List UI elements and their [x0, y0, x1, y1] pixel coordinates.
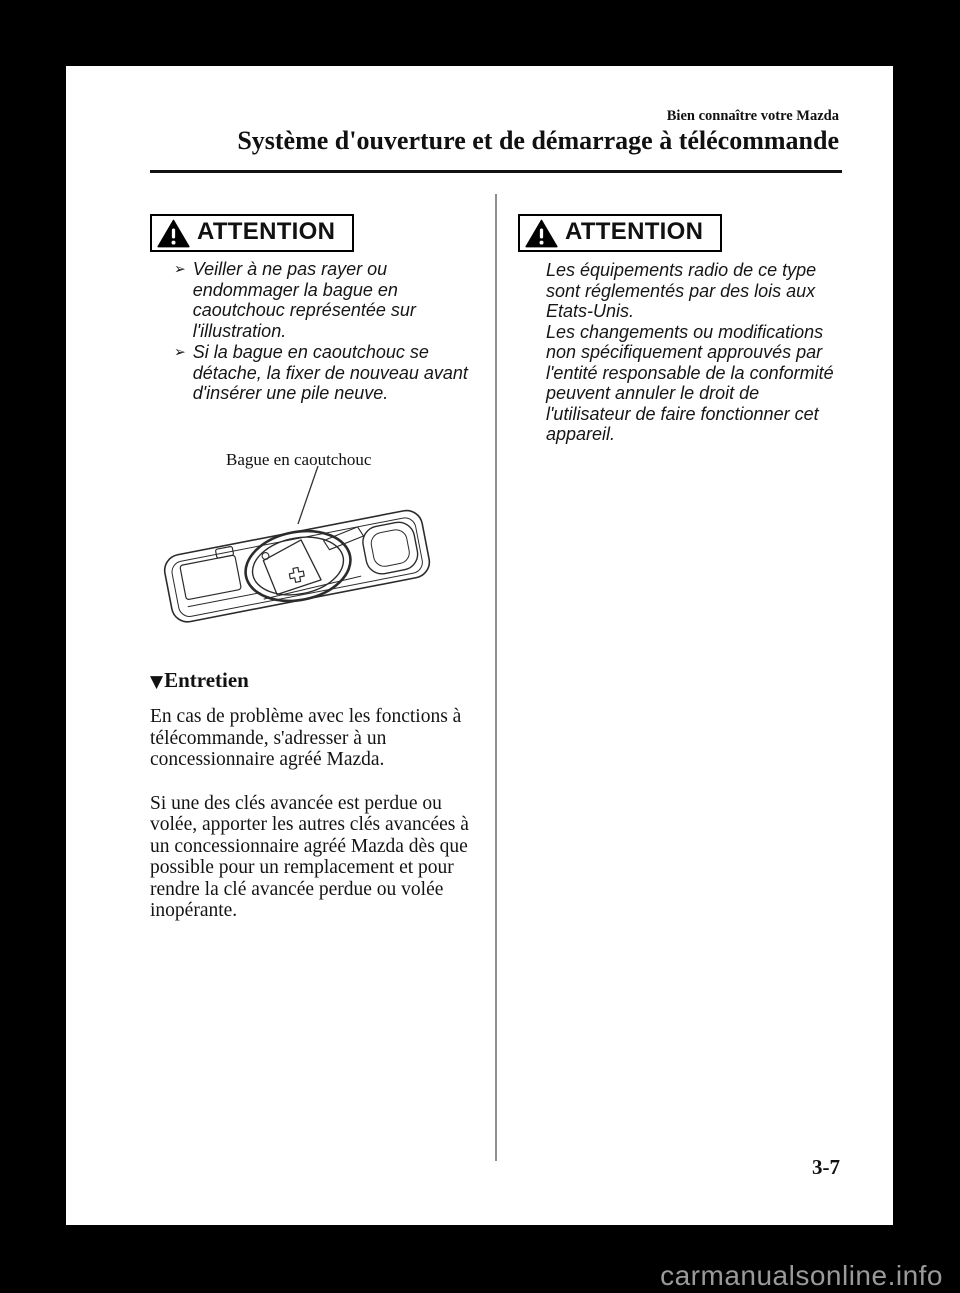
- attention-label: ATTENTION: [565, 218, 704, 245]
- manual-page: [66, 66, 893, 1225]
- chapter-title: Bien connaître votre Mazda: [666, 108, 839, 124]
- attention-box-left: [150, 214, 354, 252]
- body-paragraph: Si une des clés avancée est perdue ou volée, apporter les autres clés avancées à un concessionnaire agréé Mazda dès que possible pour un remplacement et pour rendre la clé avancée perdue ou volée inopérante.: [150, 792, 469, 921]
- warning-bullet-item: [150, 259, 484, 341]
- warning-triangle-icon: [525, 219, 558, 248]
- page-header: [237, 108, 839, 156]
- figure-caption: Bague en caoutchouc: [226, 450, 372, 469]
- warning-paragraph: Les équipements radio de ce type sont réglementés par des lois aux Etats-Unis.: [546, 260, 817, 321]
- arrow-bullet-icon: ➢: [174, 344, 186, 361]
- warning-bullet-item: [150, 342, 484, 404]
- key-fob-illustration: [158, 464, 448, 644]
- section-heading: [150, 668, 486, 694]
- arrow-bullet-icon: ➢: [174, 261, 186, 278]
- watermark-text: carmanualsonline.info: [660, 1260, 943, 1291]
- section-body: [150, 706, 486, 922]
- warning-text-block: [546, 260, 836, 445]
- figure-leader-line: [298, 466, 318, 524]
- page-number: 3-7: [812, 1155, 840, 1179]
- header-rule: [150, 170, 842, 173]
- warning-paragraph: Les changements ou modifications non spécifiquement approuvés par l'entité responsable de la conformité peuvent annuler le droit de l'utilisateur de faire fonctionner cet appareil.: [546, 321, 834, 444]
- warning-bullet-text: Si la bague en caoutchouc se détache, la fixer de nouveau avant d'insérer une pile neuve.: [192, 342, 468, 403]
- attention-box-right: [518, 214, 722, 252]
- column-divider: [495, 194, 497, 1161]
- warning-triangle-icon: [157, 219, 190, 248]
- right-column: [518, 214, 842, 445]
- maintenance-section: [150, 668, 486, 922]
- section-heading-text: Entretien: [164, 668, 249, 692]
- page-title: Système d'ouverture et de démarrage à télécommande: [237, 126, 839, 155]
- left-column: [150, 214, 484, 404]
- attention-label: ATTENTION: [197, 218, 336, 245]
- warning-bullet-list: [150, 259, 484, 404]
- warning-bullet-text: Veiller à ne pas rayer ou endommager la bague en caoutchouc représentée sur l'illustration.: [192, 259, 416, 341]
- section-marker-icon: ▼: [150, 672, 164, 692]
- body-paragraph: En cas de problème avec les fonctions à télécommande, s'adresser à un concessionnaire agréé Mazda.: [150, 706, 462, 770]
